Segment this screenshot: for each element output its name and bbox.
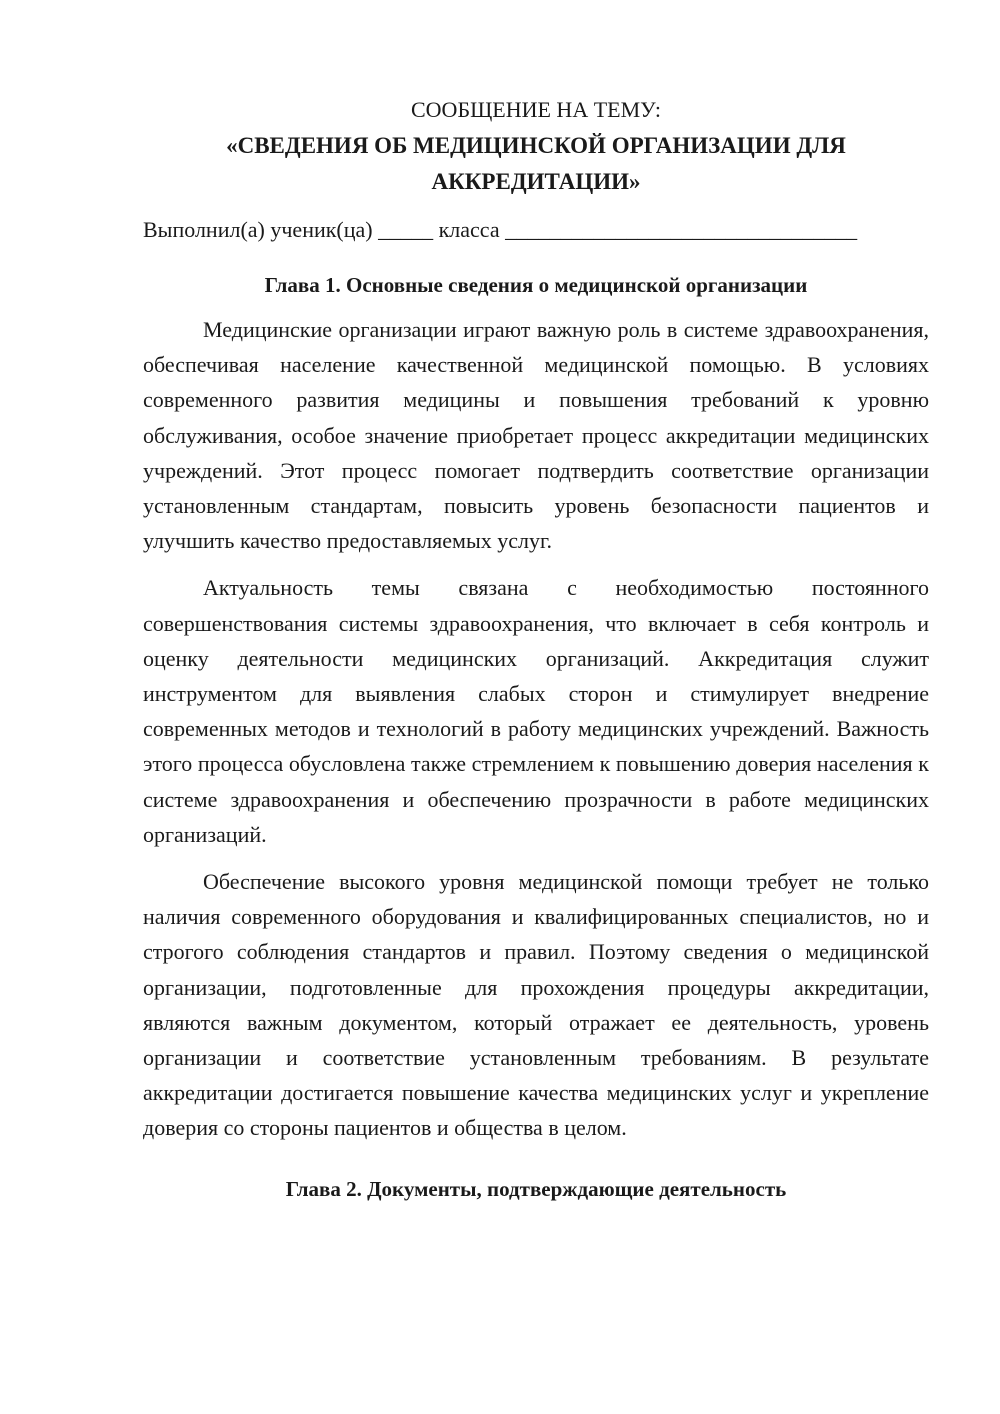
document-page (143, 92, 929, 1216)
paragraph-3: Обеспечение высокого уровня медицинской помощи требует не только наличия современного оборудования и квалифицированных специалистов, но и строгого соблюдения стандартов и правил. Поэтому сведения о медицинской организации, подготовленные для прохождения процедуры аккредитации, являются важным документом, который отражает ее деятельность, уровень организации и соответствие установленным требованиям. В результате аккредитации достигается повышение качества медицинских услуг и укрепление доверия со стороны пациентов и общества в целом. (143, 869, 929, 1141)
chapter-2-heading: Глава 2. Документы, подтверждающие деятельность (285, 1176, 787, 1201)
document-header: СООБЩЕНИЕ НА ТЕМУ: (411, 97, 661, 122)
student-info-line: Выполнил(а) ученик(ца) _____ класса ________________________________ (143, 217, 858, 242)
paragraph-1: Медицинские организации играют важную роль в системе здравоохранения, обеспечивая население качественной медицинской помощью. В условиях современного развития медицины и повышения требований к уровню обслуживания, особое значение приобретает процесс аккредитации медицинских учреждений. Этот процесс помогает подтвердить соответствие организации установленным стандартам, повысить уровень безопасности пациентов и улучшить качество предоставляемых услуг. (143, 317, 929, 554)
chapter-1-heading: Глава 1. Основные сведения о медицинской организации (264, 273, 808, 297)
document-title: «СВЕДЕНИЯ ОБ МЕДИЦИНСКОЙ ОРГАНИЗАЦИИ ДЛЯ АККРЕДИТАЦИИ» (226, 133, 846, 194)
paragraph-2: Актуальность темы связана с необходимостью постоянного совершенствования системы здравоохранения, что включает в себя контроль и оценку деятельности медицинских организаций. Аккредитация служит инструментом для выявления слабых сторон и стимулирует внедрение современных методов и технологий в работу медицинских учреждений. Важность этого процесса обусловлена также стремлением к повышению доверия населения к системе здравоохранения и обеспечению прозрачности в работе медицинских организаций. (143, 575, 929, 847)
